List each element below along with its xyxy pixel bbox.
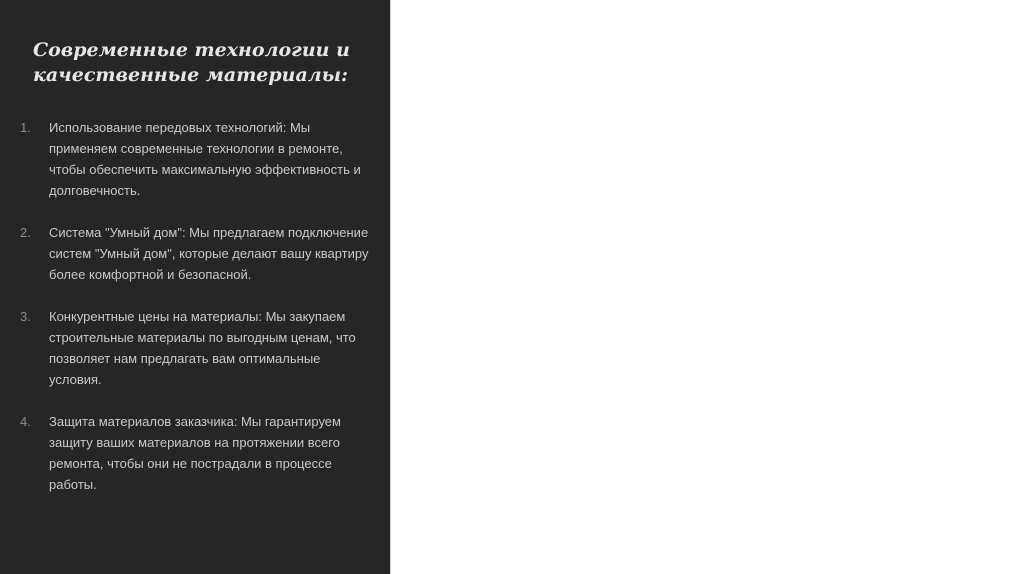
list-item-text: Защита материалов заказчика: Мы гарантируем защиту ваших материалов на протяжении всего ремонта, чтобы они не пострадали в процессе работы. [49,414,341,492]
list-item [20,222,372,285]
list-item-text: Использование передовых технологий: Мы применяем современные технологии в ремонте, чтобы обеспечить максимальную эффективность и долговечность. [49,120,361,198]
list-item-text: Система "Умный дом": Мы предлагаем подключение систем "Умный дом", которые делают вашу квартиру более комфортной и безопасной. [49,225,369,282]
list-item [20,411,372,495]
list-item-number: 1. [20,120,31,135]
slide-title: Современные технологии и качественные материалы: [33,39,350,86]
list-item-number: 4. [20,414,31,429]
list-item [20,117,372,201]
text-panel [0,0,390,574]
list-item-text: Конкурентные цены на материалы: Мы закупаем строительные материалы по выгодным ценам, что позволяет нам предлагать вам оптимальные условия. [49,309,356,387]
list-item [20,306,372,390]
feature-list [20,117,372,516]
list-item-number: 2. [20,225,31,240]
list-item-number: 3. [20,309,31,324]
panel-divider [390,0,391,574]
